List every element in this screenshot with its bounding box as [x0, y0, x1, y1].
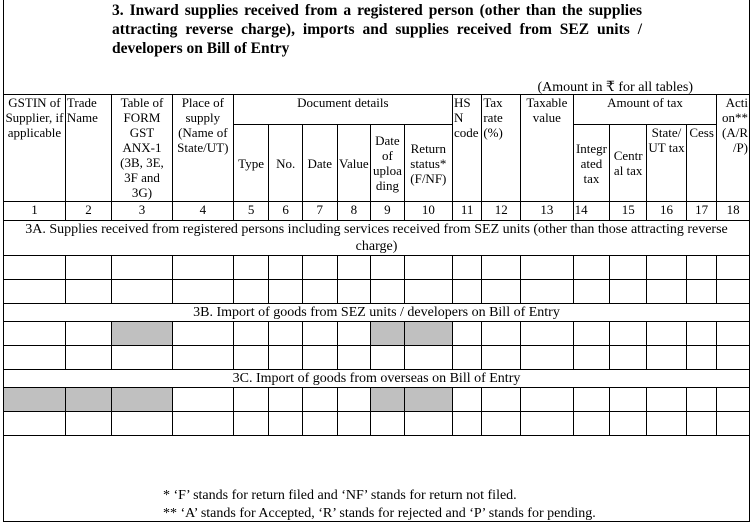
- section-3a-heading: 3A. Supplies received from registered persons including services received from SEZ units (other than those attracting reverse charge): [4, 221, 750, 256]
- header-hsn-code: HS N code: [452, 95, 481, 202]
- header-table-of-form: Table of FORM GST ANX-1 (3B, 3E, 3F and 3G): [112, 95, 173, 202]
- header-central-tax: Centr al tax: [610, 125, 647, 202]
- header-taxable-value: Taxable value: [521, 95, 573, 202]
- header-date: Date: [302, 125, 337, 202]
- header-return-status: Return status* (F/NF): [404, 125, 452, 202]
- header-gstin: GSTIN of Supplier, if applicable: [4, 95, 66, 202]
- col-num: 13: [521, 202, 573, 221]
- col-num: 4: [172, 202, 233, 221]
- header-action: Acti on** (A/R /P): [717, 95, 750, 202]
- header-state-ut-tax: State/ UT tax: [647, 125, 687, 202]
- col-num: 7: [302, 202, 337, 221]
- col-num: 11: [452, 202, 481, 221]
- col-num: 1: [4, 202, 66, 221]
- col-num: 14: [573, 202, 610, 221]
- header-type: Type: [233, 125, 269, 202]
- col-num: 3: [112, 202, 173, 221]
- header-amount-of-tax: Amount of tax: [573, 95, 717, 125]
- col-num: 9: [371, 202, 405, 221]
- footnote-return-status: * ‘F’ stands for return filed and ‘NF’ stands for return not filed.: [163, 488, 517, 503]
- column-number-row: [4, 202, 750, 221]
- table-row: [4, 346, 750, 370]
- section-3c-heading: 3C. Import of goods from overseas on Bill of Entry: [4, 370, 750, 388]
- section-title: 3. Inward supplies received from a registered person (other than the supplies attracting reverse charge), imports and supplies received from SEZ units / developers on Bill of Entry: [112, 2, 642, 57]
- table-row: [4, 412, 750, 436]
- header-value: Value: [337, 125, 371, 202]
- header-no: No.: [269, 125, 303, 202]
- col-num: 8: [337, 202, 371, 221]
- inward-supplies-table: [3, 94, 750, 436]
- header-tax-rate: Tax rate (%): [482, 95, 521, 202]
- header-document-details: Document details: [233, 95, 452, 125]
- table-row: [4, 322, 750, 346]
- table-row: [4, 280, 750, 304]
- col-num: 5: [233, 202, 269, 221]
- header-trade-name: Trade Name: [65, 95, 111, 202]
- col-num: 10: [404, 202, 452, 221]
- table-row: [4, 256, 750, 280]
- col-num: 17: [686, 202, 716, 221]
- col-num: 16: [647, 202, 687, 221]
- header-date-of-uploading: Date of uploa ding: [371, 125, 405, 202]
- header-place-of-supply: Place of supply (Name of State/UT): [172, 95, 233, 202]
- footnotes: [163, 487, 596, 523]
- col-num: 2: [65, 202, 111, 221]
- col-num: 15: [610, 202, 647, 221]
- footnote-action: ** ‘A’ stands for Accepted, ‘R’ stands for rejected and ‘P’ stands for pending.: [163, 506, 596, 521]
- col-num: 12: [482, 202, 521, 221]
- table-row: [4, 388, 750, 412]
- header-cess: Cess: [686, 125, 716, 202]
- amount-note: (Amount in ₹ for all tables): [537, 80, 693, 95]
- col-num: 18: [717, 202, 750, 221]
- section-3b-heading: 3B. Import of goods from SEZ units / developers on Bill of Entry: [4, 304, 750, 322]
- col-num: 6: [269, 202, 303, 221]
- header-integrated-tax: Integr ated tax: [573, 125, 610, 202]
